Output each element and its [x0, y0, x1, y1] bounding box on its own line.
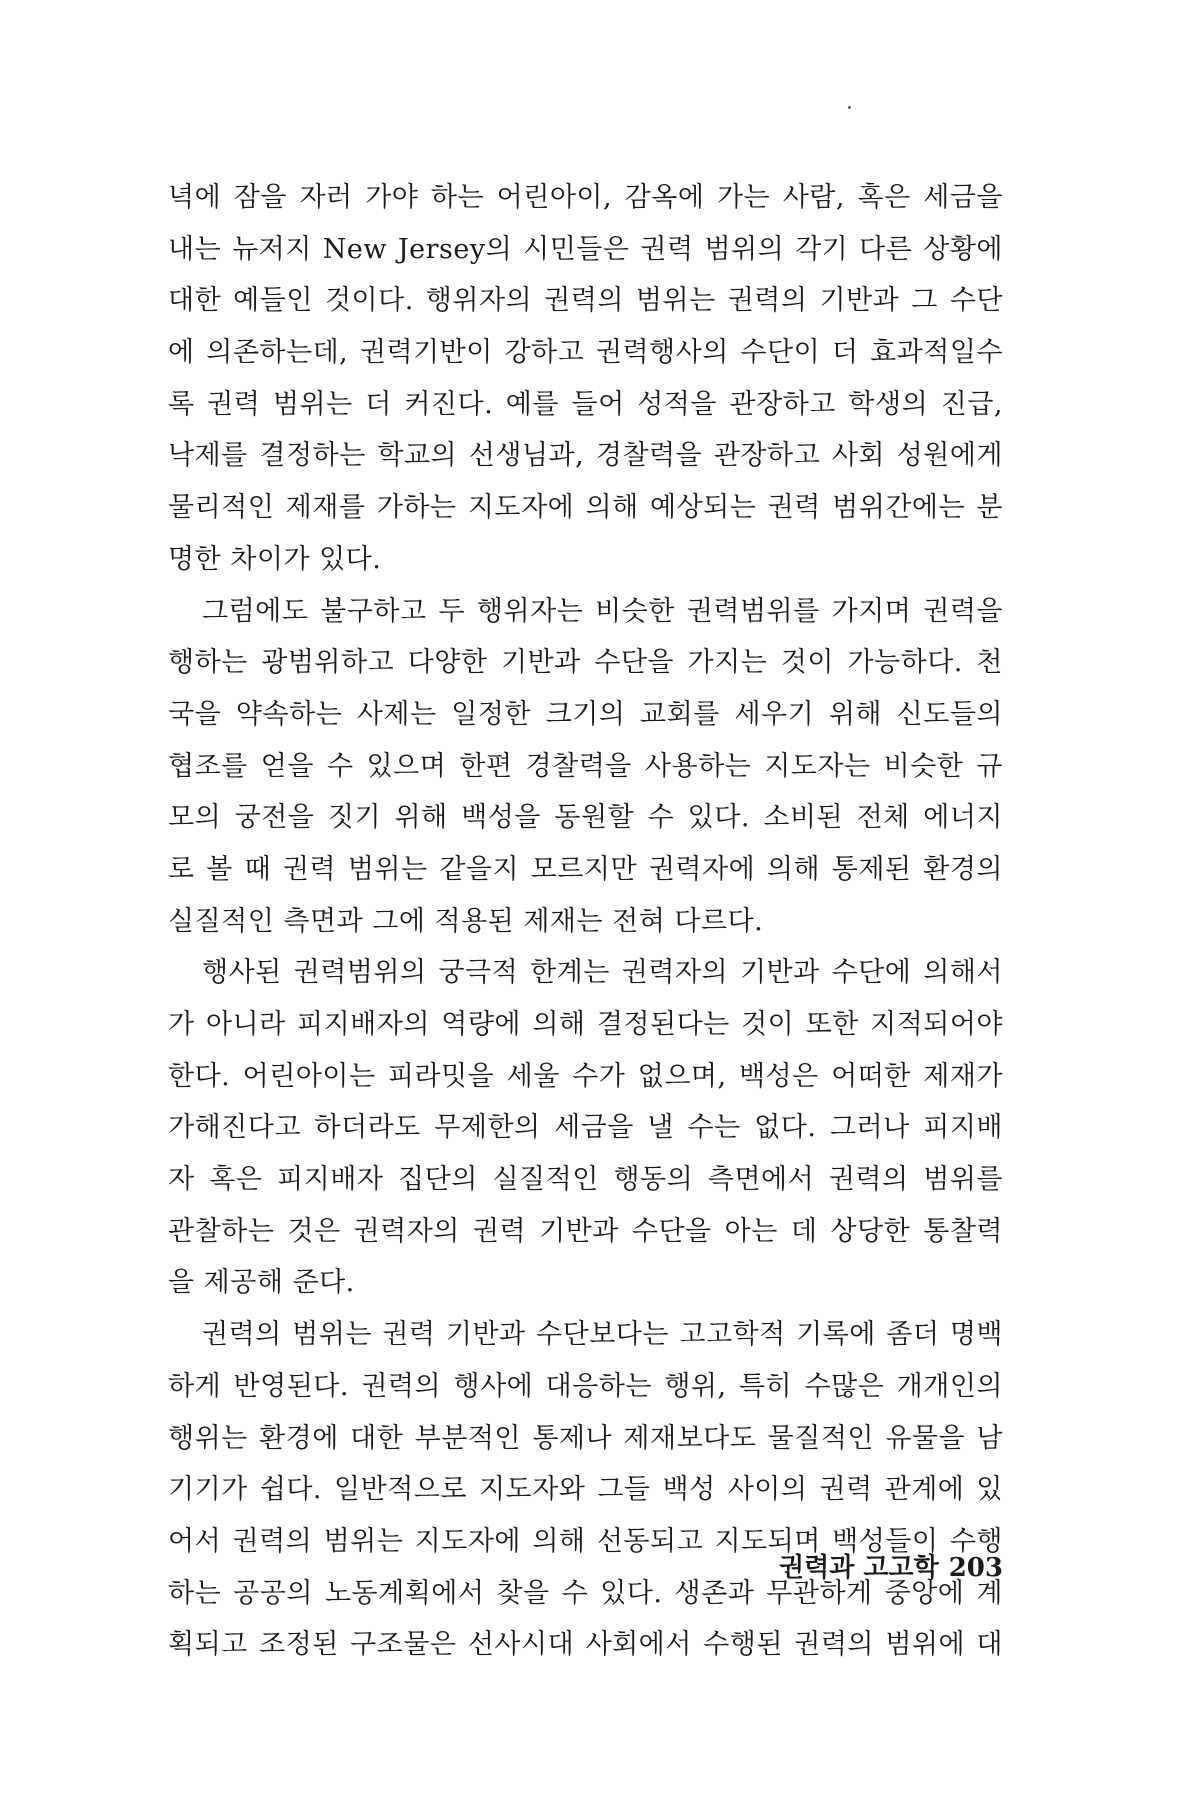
text-line: 모의 궁전을 짓기 위해 백성을 동원할 수 있다. 소비된 전체 에너지 [168, 802, 1003, 834]
text-line: 한다. 어린아이는 피라밋을 세울 수가 없으며, 백성은 어떠한 제재가 [168, 1060, 1003, 1092]
text-line: 기기가 쉽다. 일반적으로 지도자와 그들 백성 사이의 권력 관계에 있 [168, 1474, 1003, 1506]
text-line: 그럼에도 불구하고 두 행위자는 비슷한 권력범위를 가지며 권력을 [202, 595, 1003, 627]
text-line: 자 혹은 피지배자 집단의 실질적인 행동의 측면에서 권력의 범위를 [168, 1164, 1003, 1196]
text-line: 관찰하는 것은 권력자의 권력 기반과 수단을 아는 데 상당한 통찰력 [168, 1215, 1003, 1247]
text-line: 가 아니라 피지배자의 역량에 의해 결정된다는 것이 또한 지적되어야 [168, 1009, 1003, 1040]
text-line: 에 의존하는데, 권력기반이 강하고 권력행사의 수단이 더 효과적일수 [168, 337, 1003, 369]
text-line: 획되고 조정된 구조물은 선사시대 사회에서 수행된 권력의 범위에 대 [168, 1629, 1003, 1661]
text-line: 권력의 범위는 권력 기반과 수단보다는 고고학적 기록에 좀더 명백 [202, 1319, 1003, 1351]
text-line: 행위는 환경에 대한 부분적인 통제나 제재보다도 물질적인 유물을 남 [168, 1422, 1003, 1454]
running-title: 권력과 고고학 [778, 1553, 939, 1583]
scan-speck [848, 106, 851, 109]
text-line: 행사된 권력범위의 궁극적 한계는 권력자의 기반과 수단에 의해서 [202, 957, 1003, 989]
text-line: 명한 차이가 있다. [168, 543, 382, 575]
page-number: 203 [948, 1553, 1003, 1583]
text-line: 협조를 얻을 수 있으며 한편 경찰력을 사용하는 지도자는 비슷한 규 [168, 750, 1003, 782]
text-line: 내는 뉴저지 New Jersey의 시민들은 권력 범위의 각기 다른 상황에 [168, 233, 1003, 265]
text-line: 녁에 잠을 자러 가야 하는 어린아이, 감옥에 가는 사람, 혹은 세금을 [168, 182, 1003, 213]
text-line: 하게 반영된다. 권력의 행사에 대응하는 행위, 특히 수많은 개개인의 [168, 1370, 1003, 1402]
text-line: 물리적인 제재를 가하는 지도자에 의해 예상되는 권력 범위간에는 분 [168, 492, 1003, 524]
text-line: 가해진다고 하더라도 무제한의 세금을 낼 수는 없다. 그러나 피지배 [168, 1112, 1003, 1144]
running-footer [760, 1547, 1003, 1584]
text-line: 로 볼 때 권력 범위는 같을지 모르지만 권력자에 의해 통제된 환경의 [168, 853, 1003, 885]
text-line: 록 권력 범위는 더 커진다. 예를 들어 성적을 관장하고 학생의 진급, [168, 388, 1003, 420]
body-text [168, 172, 1003, 1671]
text-line: 을 제공해 준다. [168, 1267, 355, 1299]
text-line: 행하는 광범위하고 다양한 기반과 수단을 가지는 것이 가능하다. 천 [168, 647, 1003, 679]
text-line: 하는 공공의 노동계획에서 찾을 수 있다. 생존과 무관하게 중앙에 계 [168, 1577, 1003, 1609]
text-line: 대한 예들인 것이다. 행위자의 권력의 범위는 권력의 기반과 그 수단 [168, 285, 1003, 317]
text-line: 어서 권력의 범위는 지도자에 의해 선동되고 지도되며 백성들이 수행 [168, 1525, 1003, 1557]
text-line: 실질적인 측면과 그에 적용된 제재는 전혀 다르다. [168, 905, 764, 937]
text-line: 낙제를 결정하는 학교의 선생님과, 경찰력을 관장하고 사회 성원에게 [168, 440, 1003, 472]
text-line: 국을 약속하는 사제는 일정한 크기의 교회를 세우기 위해 신도들의 [168, 698, 1003, 730]
